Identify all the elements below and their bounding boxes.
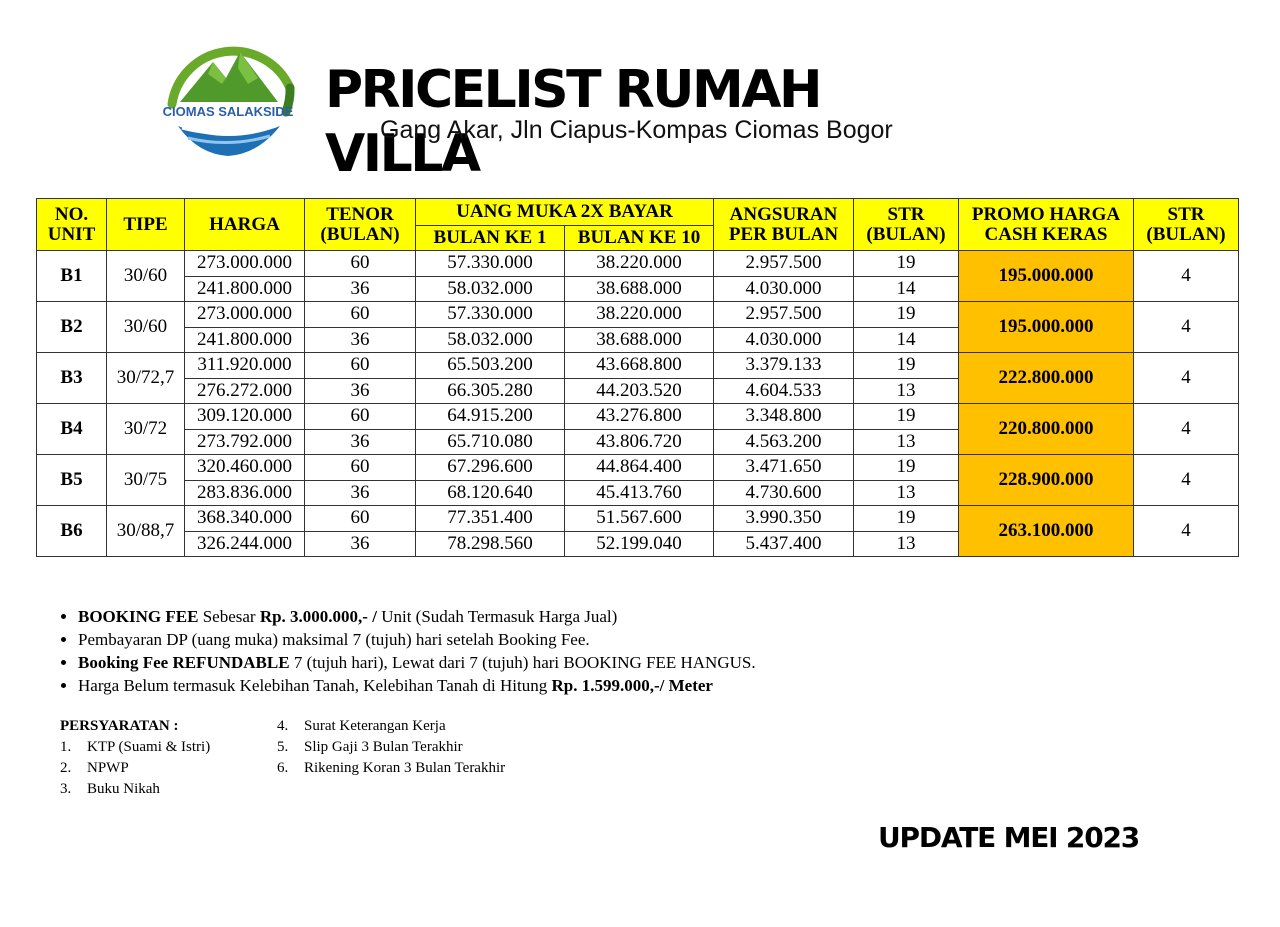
str-cell: 19 (854, 455, 959, 481)
bulan10-cell: 38.688.000 (565, 327, 714, 353)
str-cash-cell: 4 (1134, 251, 1239, 302)
note-text: Pembayaran DP (uang muka) maksimal 7 (tujuh) hari setelah Booking Fee. (78, 630, 590, 649)
note-text: Unit (Sudah Termasuk Harga Jual) (376, 607, 618, 626)
header-str: STR (BULAN) (854, 199, 959, 251)
note-bold: Rp. 3.000.000,- / (259, 607, 377, 626)
bulan10-cell: 38.688.000 (565, 276, 714, 302)
harga-cell: 309.120.000 (185, 404, 305, 430)
notes-list (50, 605, 978, 697)
unit-cell: B4 (37, 404, 107, 455)
harga-cell: 311.920.000 (185, 353, 305, 379)
header-str-cash: STR (BULAN) (1134, 199, 1239, 251)
requirement-text: Slip Gaji 3 Bulan Terakhir (304, 739, 463, 755)
bulan10-cell: 43.276.800 (565, 404, 714, 430)
str-cell: 19 (854, 506, 959, 532)
str-cash-cell: 4 (1134, 404, 1239, 455)
bulan10-cell: 43.806.720 (565, 429, 714, 455)
note-bold: BOOKING FEE (78, 607, 199, 626)
str-cell: 19 (854, 353, 959, 379)
requirement-item (60, 737, 280, 758)
header-no-unit: NO. UNIT (37, 199, 107, 251)
logo-text: CIOMAS SALAKSIDE (162, 104, 294, 119)
str-cell: 19 (854, 251, 959, 277)
tenor-cell: 60 (305, 506, 416, 532)
unit-cell: B6 (37, 506, 107, 557)
bulan1-cell: 67.296.600 (416, 455, 565, 481)
tenor-cell: 36 (305, 480, 416, 506)
str-cash-cell: 4 (1134, 302, 1239, 353)
harga-cell: 273.000.000 (185, 302, 305, 328)
angsuran-cell: 3.471.650 (714, 455, 854, 481)
requirement-item (60, 758, 280, 779)
bulan1-cell: 58.032.000 (416, 276, 565, 302)
tipe-cell: 30/60 (107, 251, 185, 302)
angsuran-cell: 2.957.500 (714, 302, 854, 328)
requirements-heading: PERSYARATAN : (60, 718, 179, 734)
page-subtitle: Gang Akar, Jln Ciapus-Kompas Ciomas Bogor (380, 116, 893, 144)
harga-cell: 368.340.000 (185, 506, 305, 532)
tenor-cell: 36 (305, 378, 416, 404)
table-row (37, 455, 1239, 481)
note-text: Sebesar (198, 607, 260, 626)
tenor-cell: 60 (305, 455, 416, 481)
bulan1-cell: 57.330.000 (416, 251, 565, 277)
str-cell: 19 (854, 404, 959, 430)
angsuran-cell: 5.437.400 (714, 531, 854, 557)
header-bulan-ke-1: BULAN KE 1 (416, 226, 565, 251)
note-item (78, 674, 978, 697)
bulan1-cell: 58.032.000 (416, 327, 565, 353)
angsuran-cell: 4.030.000 (714, 327, 854, 353)
bulan1-cell: 78.298.560 (416, 531, 565, 557)
promo-cell: 228.900.000 (959, 455, 1134, 506)
header-promo: PROMO HARGA CASH KERAS (959, 199, 1134, 251)
bulan10-cell: 43.668.800 (565, 353, 714, 379)
bulan1-cell: 65.503.200 (416, 353, 565, 379)
note-item (78, 651, 978, 674)
promo-cell: 195.000.000 (959, 251, 1134, 302)
tenor-cell: 60 (305, 302, 416, 328)
tipe-cell: 30/88,7 (107, 506, 185, 557)
harga-cell: 273.000.000 (185, 251, 305, 277)
header-harga: HARGA (185, 199, 305, 251)
page-title: PRICELIST RUMAH VILLA (325, 60, 820, 184)
note-item (78, 628, 978, 651)
note-bold: Rp. 1.599.000,-/ Meter (551, 676, 713, 695)
promo-cell: 263.100.000 (959, 506, 1134, 557)
bulan1-cell: 64.915.200 (416, 404, 565, 430)
tipe-cell: 30/60 (107, 302, 185, 353)
requirement-number: 1. (60, 739, 72, 755)
promo-cell: 220.800.000 (959, 404, 1134, 455)
tenor-cell: 60 (305, 251, 416, 277)
tenor-cell: 36 (305, 327, 416, 353)
tenor-cell: 36 (305, 429, 416, 455)
angsuran-cell: 3.379.133 (714, 353, 854, 379)
bulan10-cell: 51.567.600 (565, 506, 714, 532)
header-angsuran: ANGSURAN PER BULAN (714, 199, 854, 251)
requirement-text: Buku Nikah (87, 781, 160, 797)
bulan10-cell: 52.199.040 (565, 531, 714, 557)
tenor-cell: 36 (305, 531, 416, 557)
str-cell: 19 (854, 302, 959, 328)
bulan1-cell: 66.305.280 (416, 378, 565, 404)
angsuran-cell: 4.030.000 (714, 276, 854, 302)
bulan1-cell: 68.120.640 (416, 480, 565, 506)
requirement-text: KTP (Suami & Istri) (87, 739, 211, 755)
harga-cell: 320.460.000 (185, 455, 305, 481)
tenor-cell: 36 (305, 276, 416, 302)
unit-cell: B5 (37, 455, 107, 506)
requirement-number: 6. (277, 760, 289, 776)
tenor-cell: 60 (305, 353, 416, 379)
angsuran-cell: 3.348.800 (714, 404, 854, 430)
bulan10-cell: 44.203.520 (565, 378, 714, 404)
str-cash-cell: 4 (1134, 353, 1239, 404)
unit-cell: B1 (37, 251, 107, 302)
angsuran-cell: 4.563.200 (714, 429, 854, 455)
price-table (36, 198, 1239, 557)
harga-cell: 241.800.000 (185, 327, 305, 353)
str-cash-cell: 4 (1134, 455, 1239, 506)
note-text: Harga Belum termasuk Kelebihan Tanah, Kelebihan Tanah di Hitung (78, 676, 552, 695)
note-item (78, 605, 978, 628)
str-cell: 14 (854, 327, 959, 353)
requirement-number: 4. (277, 718, 289, 734)
requirement-text: Surat Keterangan Kerja (304, 718, 446, 734)
angsuran-cell: 4.604.533 (714, 378, 854, 404)
header-tipe: TIPE (107, 199, 185, 251)
logo-mountain-icon (158, 22, 298, 158)
table-row (37, 302, 1239, 328)
promo-cell: 195.000.000 (959, 302, 1134, 353)
update-label: UPDATE MEI 2023 (878, 821, 1140, 854)
table-row (37, 353, 1239, 379)
header-tenor: TENOR (BULAN) (305, 199, 416, 251)
angsuran-cell: 4.730.600 (714, 480, 854, 506)
bulan1-cell: 57.330.000 (416, 302, 565, 328)
unit-cell: B3 (37, 353, 107, 404)
harga-cell: 283.836.000 (185, 480, 305, 506)
requirements-right (277, 716, 577, 779)
str-cell: 13 (854, 378, 959, 404)
tenor-cell: 60 (305, 404, 416, 430)
harga-cell: 273.792.000 (185, 429, 305, 455)
unit-cell: B2 (37, 302, 107, 353)
tipe-cell: 30/72,7 (107, 353, 185, 404)
tipe-cell: 30/75 (107, 455, 185, 506)
harga-cell: 241.800.000 (185, 276, 305, 302)
note-text: 7 (tujuh hari), Lewat dari 7 (tujuh) hari BOOKING FEE HANGUS. (289, 653, 756, 672)
promo-cell: 222.800.000 (959, 353, 1134, 404)
requirement-item (277, 716, 577, 737)
table-row (37, 251, 1239, 277)
bulan10-cell: 45.413.760 (565, 480, 714, 506)
requirement-number: 3. (60, 781, 72, 797)
angsuran-cell: 3.990.350 (714, 506, 854, 532)
requirement-item (277, 758, 577, 779)
requirement-number: 5. (277, 739, 289, 755)
bulan10-cell: 38.220.000 (565, 302, 714, 328)
harga-cell: 276.272.000 (185, 378, 305, 404)
str-cash-cell: 4 (1134, 506, 1239, 557)
bulan1-cell: 77.351.400 (416, 506, 565, 532)
requirement-item (60, 779, 280, 800)
str-cell: 13 (854, 531, 959, 557)
requirement-text: Rikening Koran 3 Bulan Terakhir (304, 760, 506, 776)
tipe-cell: 30/72 (107, 404, 185, 455)
note-bold: Booking Fee REFUNDABLE (78, 653, 290, 672)
bulan10-cell: 44.864.400 (565, 455, 714, 481)
ciomas-salakside-logo (158, 22, 298, 158)
bulan1-cell: 65.710.080 (416, 429, 565, 455)
table-row (37, 404, 1239, 430)
str-cell: 13 (854, 429, 959, 455)
str-cell: 14 (854, 276, 959, 302)
header-bulan-ke-10: BULAN KE 10 (565, 226, 714, 251)
requirement-text: NPWP (87, 760, 129, 776)
harga-cell: 326.244.000 (185, 531, 305, 557)
requirement-number: 2. (60, 760, 72, 776)
requirement-item (277, 737, 577, 758)
str-cell: 13 (854, 480, 959, 506)
angsuran-cell: 2.957.500 (714, 251, 854, 277)
header-uang-muka: UANG MUKA 2X BAYAR (416, 199, 714, 226)
requirements-left (60, 716, 280, 800)
bulan10-cell: 38.220.000 (565, 251, 714, 277)
table-row (37, 506, 1239, 532)
